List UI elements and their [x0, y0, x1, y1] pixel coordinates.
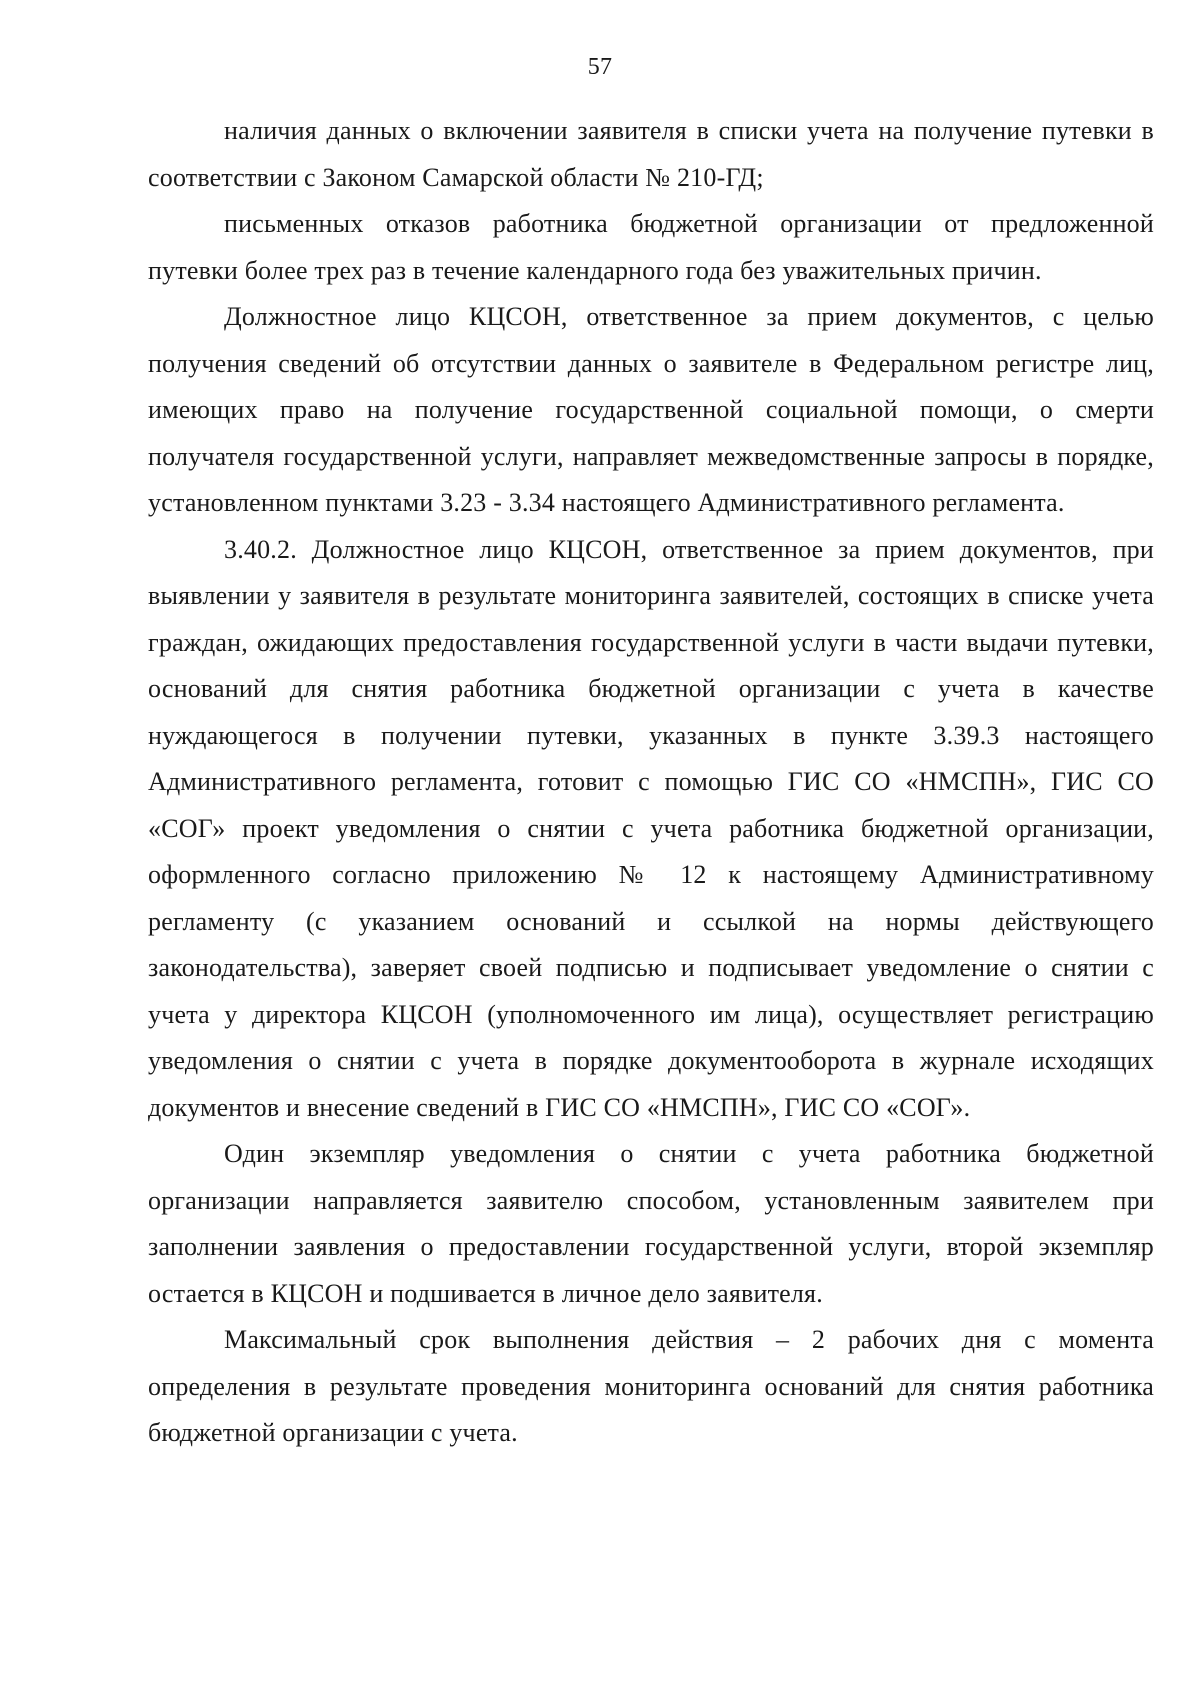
- paragraph-max-duration: Максимальный срок выполнения действия – 2 рабочих дня с момента определения в результате проведения мониторинга оснований для снятия работника бюджетной организации с учета.: [148, 1325, 1154, 1447]
- paragraph-notification-copy: Один экземпляр уведомления о снятии с учета работника бюджетной организации направляется заявителю способом, установленным заявителем при заполнении заявления о предоставлении государственной услуги, второй экземпляр остается в КЦСОН и подшивается в личное дело заявителя.: [148, 1139, 1154, 1308]
- paragraph-written-refusals: письменных отказов работника бюджетной организации от предложенной путевки более трех раз в течение календарного года без уважительных причин.: [148, 209, 1154, 285]
- paragraph-list-item-continuation: наличия данных о включении заявителя в списки учета на получение путевки в соответствии с Законом Самарской области № 210-ГД;: [148, 116, 1154, 192]
- page-number: 57: [587, 54, 613, 80]
- paragraph-interagency-requests: Должностное лицо КЦСОН, ответственное за прием документов, с целью получения сведений об отсутствии данных о заявителе в Федеральном регистре лиц, имеющих право на получение государственной социальной помощи, о смерти получателя государственной услуги, направляет межведомственные запросы в порядке, установленном пунктами 3.23 - 3.34 настоящего Административного регламента.: [148, 302, 1154, 517]
- paragraph-3-40-2: 3.40.2. Должностное лицо КЦСОН, ответственное за прием документов, при выявлении у заявителя в результате мониторинга заявителей, состоящих в списке учета граждан, ожидающих предоставления государственной услуги в части выдачи путевки, оснований для снятия работника бюджетной организации с учета в качестве нуждающегося в получении путевки, указанных в пункте 3.39.3 настоящего Административного регламента, готовит с помощью ГИС СО «НМСПН», ГИС СО «СОГ» проект уведомления о снятии с учета работника бюджетной организации, оформленного согласно приложению № 12 к настоящему Административному регламенту (с указанием оснований и ссылкой на нормы действующего законодательства), заверяет своей подписью и подписывает уведомление о снятии с учета у директора КЦСОН (уполномоченного им лица), осуществляет регистрацию уведомления о снятии с учета в порядке документооборота в журнале исходящих документов и внесение сведений в ГИС СО «НМСПН», ГИС СО «СОГ».: [148, 534, 1154, 1122]
- document-body: [148, 108, 1154, 1457]
